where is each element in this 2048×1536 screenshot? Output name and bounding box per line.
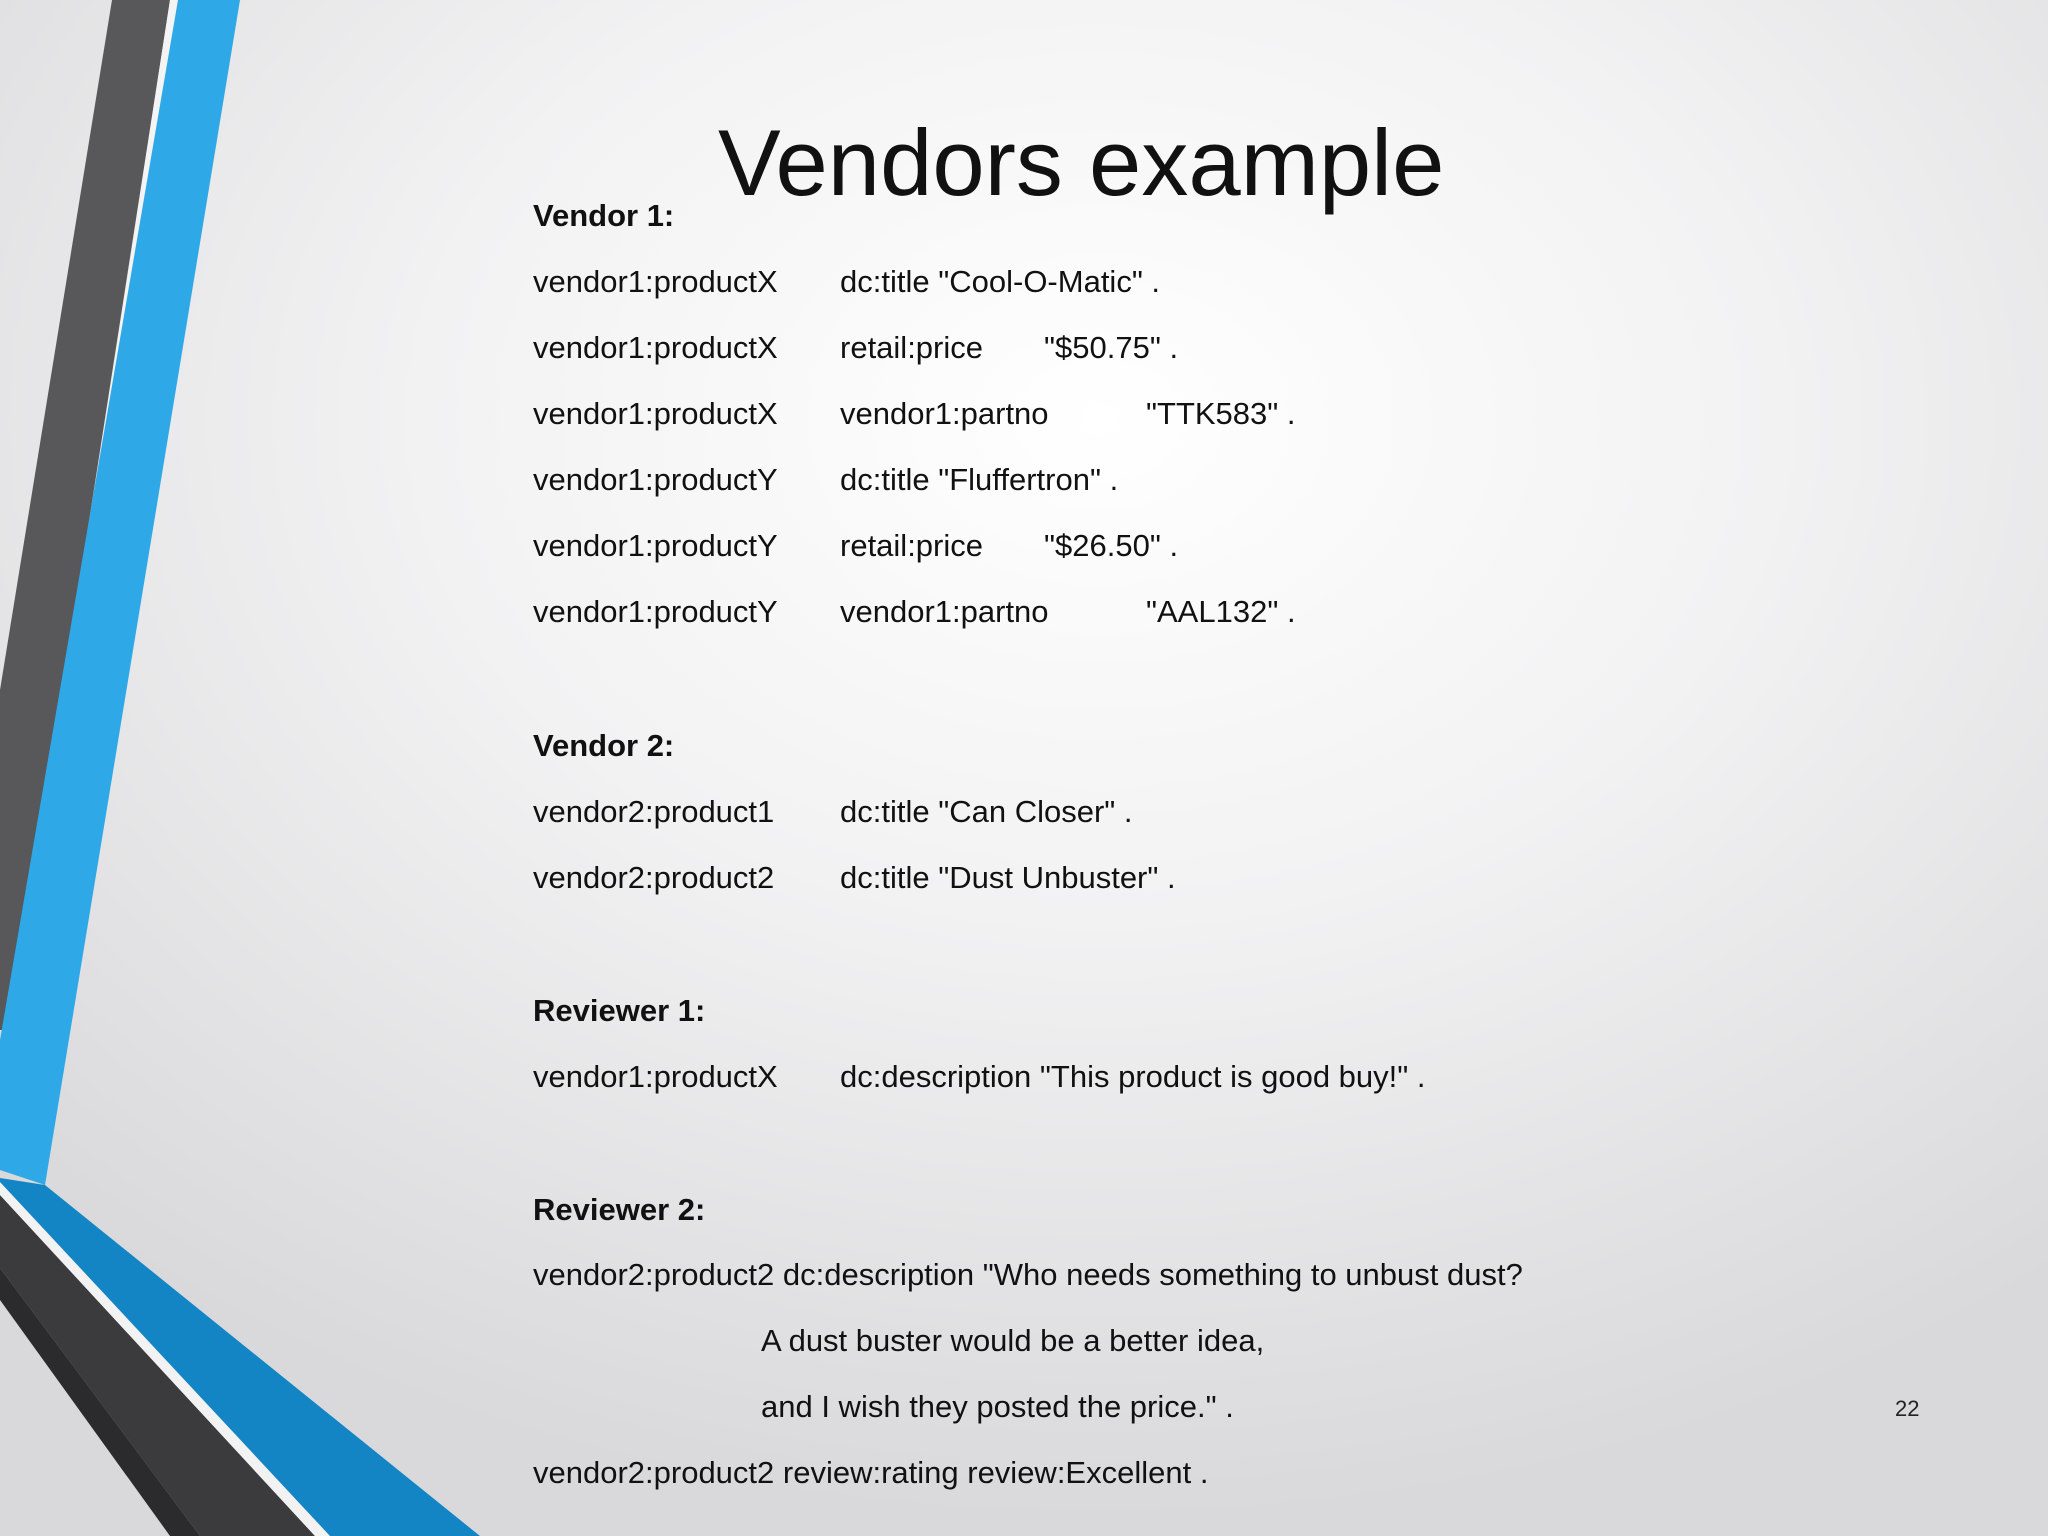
slide-title: Vendors example (718, 110, 1445, 215)
section-heading-reviewer2: Reviewer 2: (533, 1192, 706, 1227)
triple-subject: vendor1:productX (533, 330, 778, 365)
triple-subject: vendor1:productY (533, 528, 778, 563)
triple-subject: vendor2:product1 (533, 794, 775, 829)
triple-subject: vendor1:productX (533, 1059, 778, 1094)
page-number: 22 (1895, 1396, 1920, 1421)
triple-predicate-object: dc:description "This product is good buy!" . (840, 1059, 1426, 1094)
triple-predicate: retail:price (840, 330, 983, 365)
triple-predicate: vendor1:partno (840, 594, 1049, 629)
triple-predicate-object: dc:title "Cool-O-Matic" . (840, 264, 1161, 299)
triple-subject: vendor1:productY (533, 462, 778, 497)
section-heading-vendor1: Vendor 1: (533, 198, 675, 233)
section-heading-reviewer1: Reviewer 1: (533, 993, 706, 1028)
triple-continuation: A dust buster would be a better idea, (761, 1323, 1265, 1358)
triple-object: "TTK583" . (1146, 396, 1296, 431)
triple-predicate-object: dc:title "Fluffertron" . (840, 462, 1119, 497)
triple-subject: vendor1:productX (533, 264, 778, 299)
triple-object: "$26.50" . (1044, 528, 1179, 563)
triple-subject: vendor2:product2 (533, 860, 775, 895)
triple-subject: vendor1:productY (533, 594, 778, 629)
triple-object: "AAL132" . (1146, 594, 1296, 629)
triple-predicate-object: dc:title "Dust Unbuster" . (840, 860, 1176, 895)
triple-object: "$50.75" . (1044, 330, 1179, 365)
triple-predicate-object: dc:title "Can Closer" . (840, 794, 1133, 829)
triple-subject: vendor1:productX (533, 396, 778, 431)
section-heading-vendor2: Vendor 2: (533, 728, 675, 763)
triple-continuation: and I wish they posted the price." . (761, 1389, 1234, 1424)
triple-line: vendor2:product2 review:rating review:Excellent . (533, 1455, 1209, 1490)
triple-predicate: vendor1:partno (840, 396, 1049, 431)
triple-line: vendor2:product2 dc:description "Who needs something to unbust dust? (533, 1257, 1523, 1292)
triple-predicate: retail:price (840, 528, 983, 563)
